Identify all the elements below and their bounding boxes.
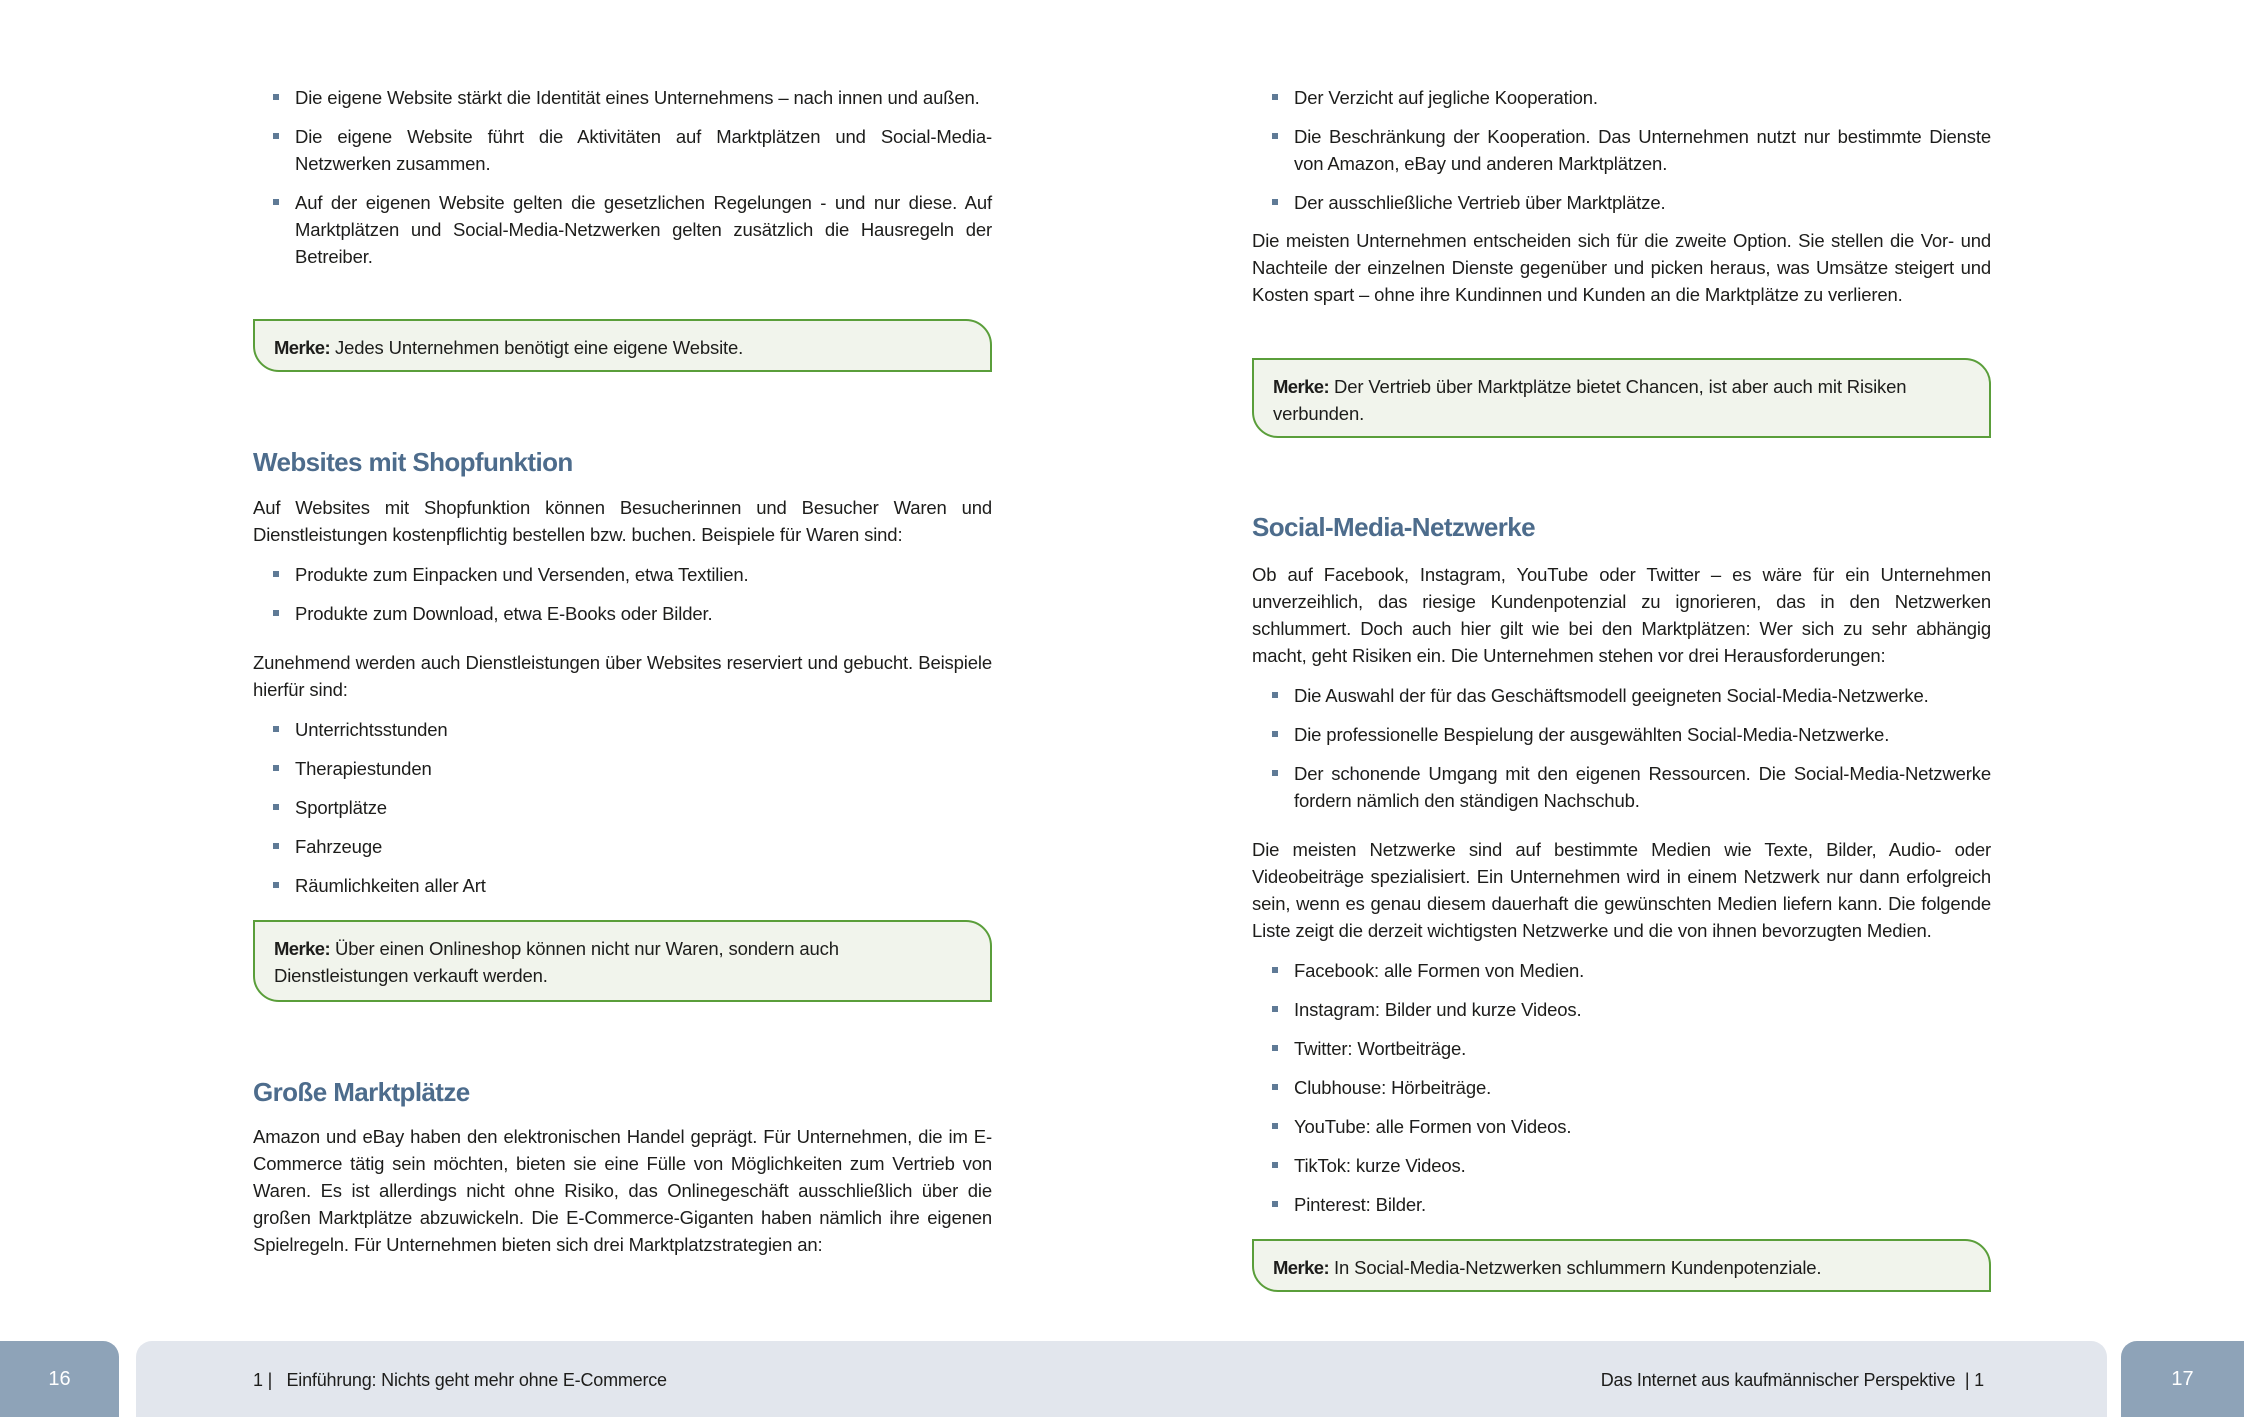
- list-item-text: Der ausschließliche Vertrieb über Marktplätze.: [1294, 192, 1666, 213]
- list-item: [1252, 1113, 1991, 1140]
- merke-text: Jedes Unternehmen benötigt eine eigene Website.: [330, 337, 744, 358]
- list-item-text: Instagram: Bilder und kurze Videos.: [1294, 999, 1582, 1020]
- list-item: [1252, 1152, 1991, 1179]
- list-item-text: YouTube: alle Formen von Videos.: [1294, 1116, 1572, 1137]
- merke-text: Der Vertrieb über Marktplätze bietet Chancen, ist aber auch mit Risiken verbunden.: [1273, 376, 1907, 424]
- bullet-list: [1252, 84, 1991, 228]
- bullet-list: [253, 84, 992, 282]
- list-item: [1252, 957, 1991, 984]
- section-heading: Websites mit Shopfunktion: [253, 447, 573, 477]
- bullet-icon: [273, 133, 279, 139]
- list-item: [1252, 760, 1991, 814]
- list-item-text: Clubhouse: Hörbeiträge.: [1294, 1077, 1492, 1098]
- merke-box: [1252, 1239, 1991, 1292]
- list-item-text: Unterrichtsstunden: [295, 719, 448, 740]
- bullet-icon: [1272, 1162, 1278, 1168]
- bullet-icon: [273, 199, 279, 205]
- bullet-list: [1252, 682, 1991, 826]
- list-item-text: Die professionelle Bespielung der ausgewählten Social-Media-Netzwerke.: [1294, 724, 1890, 745]
- list-item: [1252, 682, 1991, 709]
- merke-box: [253, 920, 992, 1002]
- footer-chapter-right: Das Internet aus kaufmännischer Perspektive | 1: [1600, 1370, 1984, 1390]
- list-item: [1252, 1035, 1991, 1062]
- bullet-icon: [1272, 731, 1278, 737]
- bullet-icon: [273, 94, 279, 100]
- paragraph: Ob auf Facebook, Instagram, YouTube oder Twitter – es wäre für ein Unternehmen unverzeihlich, das riesige Kundenpotenzial zu ignorieren, das in den Netzwerken schlummert. Doch auch hier gilt wie bei den Marktplätzen: Wer sich zu sehr abhängig macht, geht Risiken ein. Die Unternehmen stehen vor drei Herausforderungen:: [1252, 564, 1991, 666]
- paragraph: Die meisten Unternehmen entscheiden sich für die zweite Option. Sie stellen die Vor- und Nachteile der einzelnen Dienste gegenüber und picken heraus, was Umsätze steigert und Kosten spart – ohne ihre Kundinnen und Kunden an die Marktplätze zu verlieren.: [1252, 230, 1991, 305]
- bullet-icon: [273, 726, 279, 732]
- section-heading: Social-Media-Netzwerke: [1252, 512, 1536, 542]
- list-item-text: Die Auswahl der für das Geschäftsmodell geeigneten Social-Media-Netzwerke.: [1294, 685, 1929, 706]
- merke-label: Merke:: [1273, 376, 1330, 397]
- footer-chapter-left: 1 | Einführung: Nichts geht mehr ohne E-Commerce: [253, 1370, 667, 1390]
- list-item-text: Der Verzicht auf jegliche Kooperation.: [1294, 87, 1598, 108]
- list-item: [1252, 189, 1991, 216]
- paragraph: Amazon und eBay haben den elektronischen Handel geprägt. Für Unternehmen, die im E-Commerce tätig sein möchten, bieten sie eine Fülle von Möglichkeiten zum Vertrieb von Waren. Es ist allerdings nicht ohne Risiko, das Onlinegeschäft ausschließlich über die großen Marktplätze abzuwickeln. Die E-Commerce-Giganten haben nämlich ihre eigenen Spielregeln. Für Unternehmen bieten sich drei Marktplatzstrategien an:: [253, 1126, 992, 1255]
- bullet-list: [253, 716, 992, 911]
- paragraph: Zunehmend werden auch Dienstleistungen über Websites reserviert und gebucht. Beispiele hierfür sind:: [253, 652, 992, 700]
- merke-label: Merke:: [274, 337, 331, 358]
- paragraph: Auf Websites mit Shopfunktion können Besucherinnen und Besucher Waren und Dienstleistungen kostenpflichtig bestellen bzw. buchen. Beispiele für Waren sind:: [253, 497, 992, 545]
- bullet-icon: [1272, 967, 1278, 973]
- list-item: [253, 872, 992, 899]
- list-item-text: Pinterest: Bilder.: [1294, 1194, 1427, 1215]
- list-item: [1252, 1191, 1991, 1218]
- list-item: [253, 123, 992, 177]
- merke-label: Merke:: [1273, 1257, 1330, 1278]
- bullet-icon: [1272, 692, 1278, 698]
- bullet-icon: [1272, 199, 1278, 205]
- bullet-icon: [273, 843, 279, 849]
- bullet-icon: [1272, 1006, 1278, 1012]
- list-item-text: Facebook: alle Formen von Medien.: [1294, 960, 1585, 981]
- list-item-text: Sportplätze: [295, 797, 387, 818]
- list-item-text: TikTok: kurze Videos.: [1294, 1155, 1466, 1176]
- list-item: [253, 833, 992, 860]
- bullet-icon: [273, 804, 279, 810]
- list-item: [1252, 84, 1991, 111]
- bullet-icon: [1272, 133, 1278, 139]
- list-item-text: Die Beschränkung der Kooperation. Das Unternehmen nutzt nur bestimmte Dienste von Amazon, eBay und anderen Marktplätzen.: [1294, 126, 1991, 174]
- bullet-icon: [1272, 1123, 1278, 1129]
- list-item-text: Produkte zum Download, etwa E-Books oder Bilder.: [295, 603, 713, 624]
- merke-box: [1252, 358, 1991, 438]
- bullet-icon: [1272, 1084, 1278, 1090]
- list-item-text: Die eigene Website stärkt die Identität eines Unternehmens – nach innen und außen.: [295, 87, 980, 108]
- bullet-icon: [1272, 94, 1278, 100]
- list-item: [253, 755, 992, 782]
- list-item-text: Twitter: Wortbeiträge.: [1294, 1038, 1467, 1059]
- bullet-list: [1252, 957, 1991, 1230]
- list-item: [1252, 123, 1991, 177]
- bullet-icon: [1272, 1201, 1278, 1207]
- bullet-icon: [273, 610, 279, 616]
- list-item: [253, 716, 992, 743]
- list-item: [1252, 996, 1991, 1023]
- list-item-text: Fahrzeuge: [295, 836, 383, 857]
- bullet-icon: [1272, 770, 1278, 776]
- list-item: [253, 561, 992, 588]
- bullet-icon: [1272, 1045, 1278, 1051]
- list-item: [253, 600, 992, 627]
- merke-text: In Social-Media-Netzwerken schlummern Kundenpotenziale.: [1329, 1257, 1822, 1278]
- merke-text: Über einen Onlineshop können nicht nur Waren, sondern auch Dienstleistungen verkauft werden.: [274, 938, 839, 986]
- list-item: [1252, 1074, 1991, 1101]
- list-item-text: Räumlichkeiten aller Art: [295, 875, 486, 896]
- page-number-right: 17: [2121, 1341, 2244, 1417]
- paragraph: Die meisten Netzwerke sind auf bestimmte Medien wie Texte, Bilder, Audio- oder Videobeiträge spezialisiert. Ein Unternehmen wird in einem Netzwerk nur dann erfolgreich sein, wenn es genau diesem dauerhaft die gewünschten Medien liefern kann. Die folgende Liste zeigt die derzeit wichtigsten Netzwerke und die von ihnen bevorzugten Medien.: [1252, 839, 1991, 941]
- list-item: [253, 794, 992, 821]
- section-heading: Große Marktplätze: [253, 1077, 470, 1107]
- list-item-text: Therapiestunden: [295, 758, 432, 779]
- bullet-icon: [273, 882, 279, 888]
- bullet-icon: [273, 571, 279, 577]
- list-item-text: Der schonende Umgang mit den eigenen Ressourcen. Die Social-Media-Netzwerke fordern nämlich den ständigen Nachschub.: [1294, 763, 1991, 811]
- merke-box: [253, 319, 992, 372]
- list-item: [253, 84, 992, 111]
- list-item: [253, 189, 992, 270]
- list-item-text: Produkte zum Einpacken und Versenden, etwa Textilien.: [295, 564, 749, 585]
- list-item: [1252, 721, 1991, 748]
- merke-label: Merke:: [274, 938, 331, 959]
- bullet-icon: [273, 765, 279, 771]
- list-item-text: Die eigene Website führt die Aktivitäten auf Marktplätzen und Social-Media-Netzwerken zusammen.: [295, 126, 992, 174]
- page-number-left: 16: [0, 1341, 119, 1417]
- list-item-text: Auf der eigenen Website gelten die gesetzlichen Regelungen - und nur diese. Auf Marktplätzen und Social-Media-Netzwerken gelten zusätzlich die Hausregeln der Betreiber.: [295, 192, 992, 267]
- bullet-list: [253, 561, 992, 639]
